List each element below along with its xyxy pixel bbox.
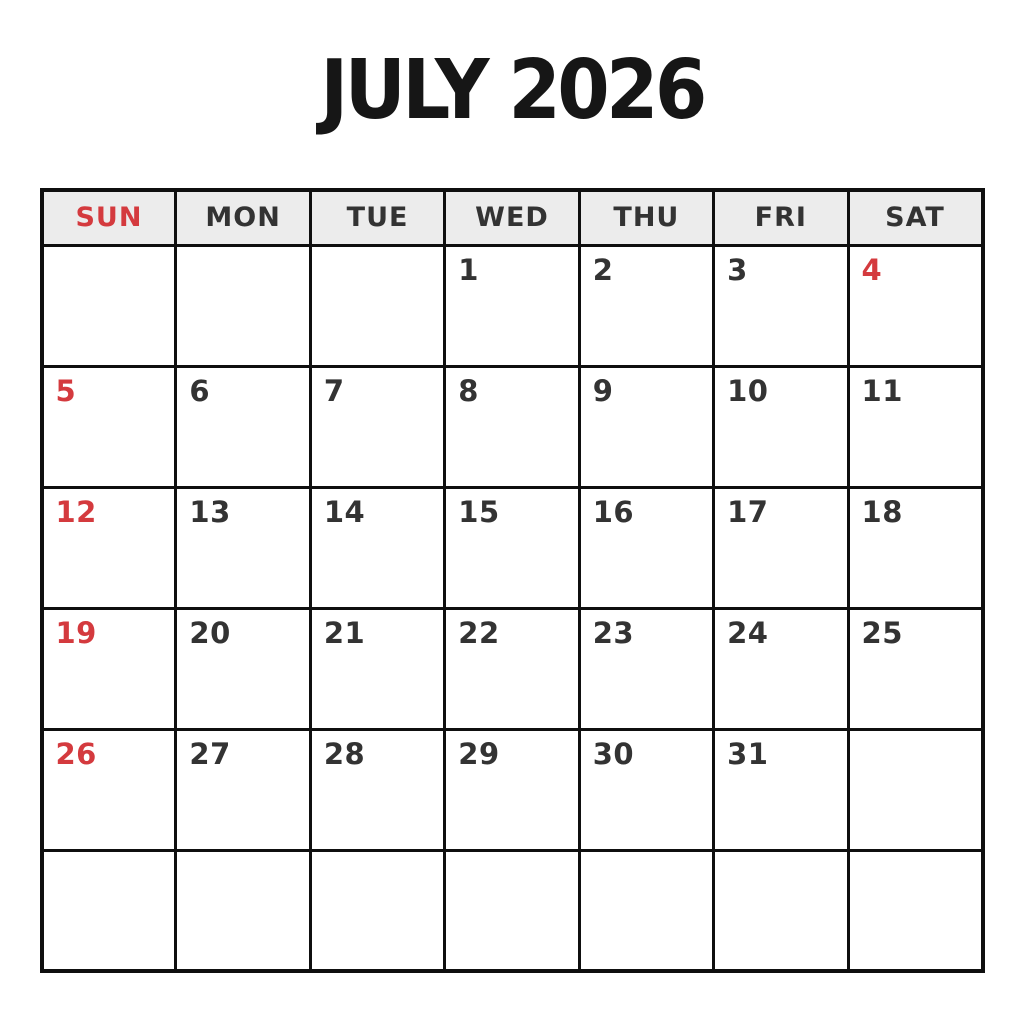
calendar-body [42,245,983,971]
day-cell [579,608,713,729]
day-cell [310,366,444,487]
day-cell [176,850,310,971]
day-cell [42,245,176,366]
day-cell [310,850,444,971]
day-number: 4 [861,252,883,287]
weekday-header-sun [42,190,176,245]
day-cell [310,245,444,366]
day-number: 28 [323,736,366,771]
day-number: 1 [458,252,479,287]
week-row-6 [42,850,983,971]
weekday-label: TUE [346,202,409,234]
day-cell [176,487,310,608]
day-cell [848,245,982,366]
day-cell [714,245,848,366]
day-number: 6 [189,373,211,408]
weekday-label: SAT [885,202,945,234]
day-number: 24 [727,615,769,650]
day-number: 14 [323,494,366,529]
day-number: 3 [727,252,748,287]
day-number: 2 [592,252,614,287]
day-number: 30 [592,736,635,771]
day-number: 19 [55,615,97,650]
weekday-header-row [42,190,983,245]
day-cell [445,366,579,487]
day-number: 11 [861,373,903,408]
day-number: 5 [55,373,77,408]
day-number: 13 [189,494,231,529]
day-cell [42,729,176,850]
weekday-label: MON [205,202,281,234]
day-cell [310,729,444,850]
day-number: 18 [861,494,903,529]
day-cell [714,729,848,850]
day-cell [176,729,310,850]
day-number: 8 [458,373,479,408]
day-number: 25 [861,615,903,650]
day-cell [445,245,579,366]
week-row-1 [42,245,983,366]
day-number: 22 [458,615,500,650]
weekday-header-sat [848,190,982,245]
weekday-label: FRI [754,202,807,234]
calendar-title: JULY 2026 [320,43,704,138]
day-cell [445,729,579,850]
day-number: 31 [727,736,769,771]
day-cell [176,608,310,729]
day-cell [310,487,444,608]
day-cell [579,487,713,608]
day-number: 10 [727,373,769,408]
day-cell [714,366,848,487]
day-cell [579,366,713,487]
weekday-label: SUN [75,202,143,234]
day-cell [42,487,176,608]
day-cell [310,608,444,729]
day-cell [42,608,176,729]
day-number: 16 [592,494,635,529]
weekday-header-mon [176,190,310,245]
day-cell [848,366,982,487]
day-cell [176,245,310,366]
day-number: 23 [592,615,635,650]
day-number: 21 [323,615,366,650]
day-number: 7 [323,373,345,408]
day-cell [848,850,982,971]
day-cell [848,729,982,850]
day-number: 20 [189,615,231,650]
day-cell [848,608,982,729]
day-number: 29 [458,736,500,771]
day-number: 12 [55,494,97,529]
day-cell [42,366,176,487]
day-number: 15 [458,494,500,529]
week-row-4 [42,608,983,729]
week-row-2 [42,366,983,487]
day-cell [42,850,176,971]
day-cell [579,245,713,366]
day-cell [445,608,579,729]
day-number: 9 [592,373,614,408]
day-cell [445,487,579,608]
day-cell [714,608,848,729]
weekday-label: THU [613,202,680,234]
day-cell [176,366,310,487]
calendar-grid [40,188,985,973]
day-cell [714,850,848,971]
weekday-header-fri [714,190,848,245]
day-cell [848,487,982,608]
day-cell [579,729,713,850]
day-cell [579,850,713,971]
day-number: 27 [189,736,231,771]
week-row-3 [42,487,983,608]
day-number: 17 [727,494,769,529]
week-row-5 [42,729,983,850]
weekday-header-tue [310,190,444,245]
day-cell [714,487,848,608]
calendar-page [0,43,1024,1024]
day-cell [445,850,579,971]
weekday-header-wed [445,190,579,245]
weekday-header-thu [579,190,713,245]
weekday-label: WED [475,202,549,234]
day-number: 26 [55,736,97,771]
